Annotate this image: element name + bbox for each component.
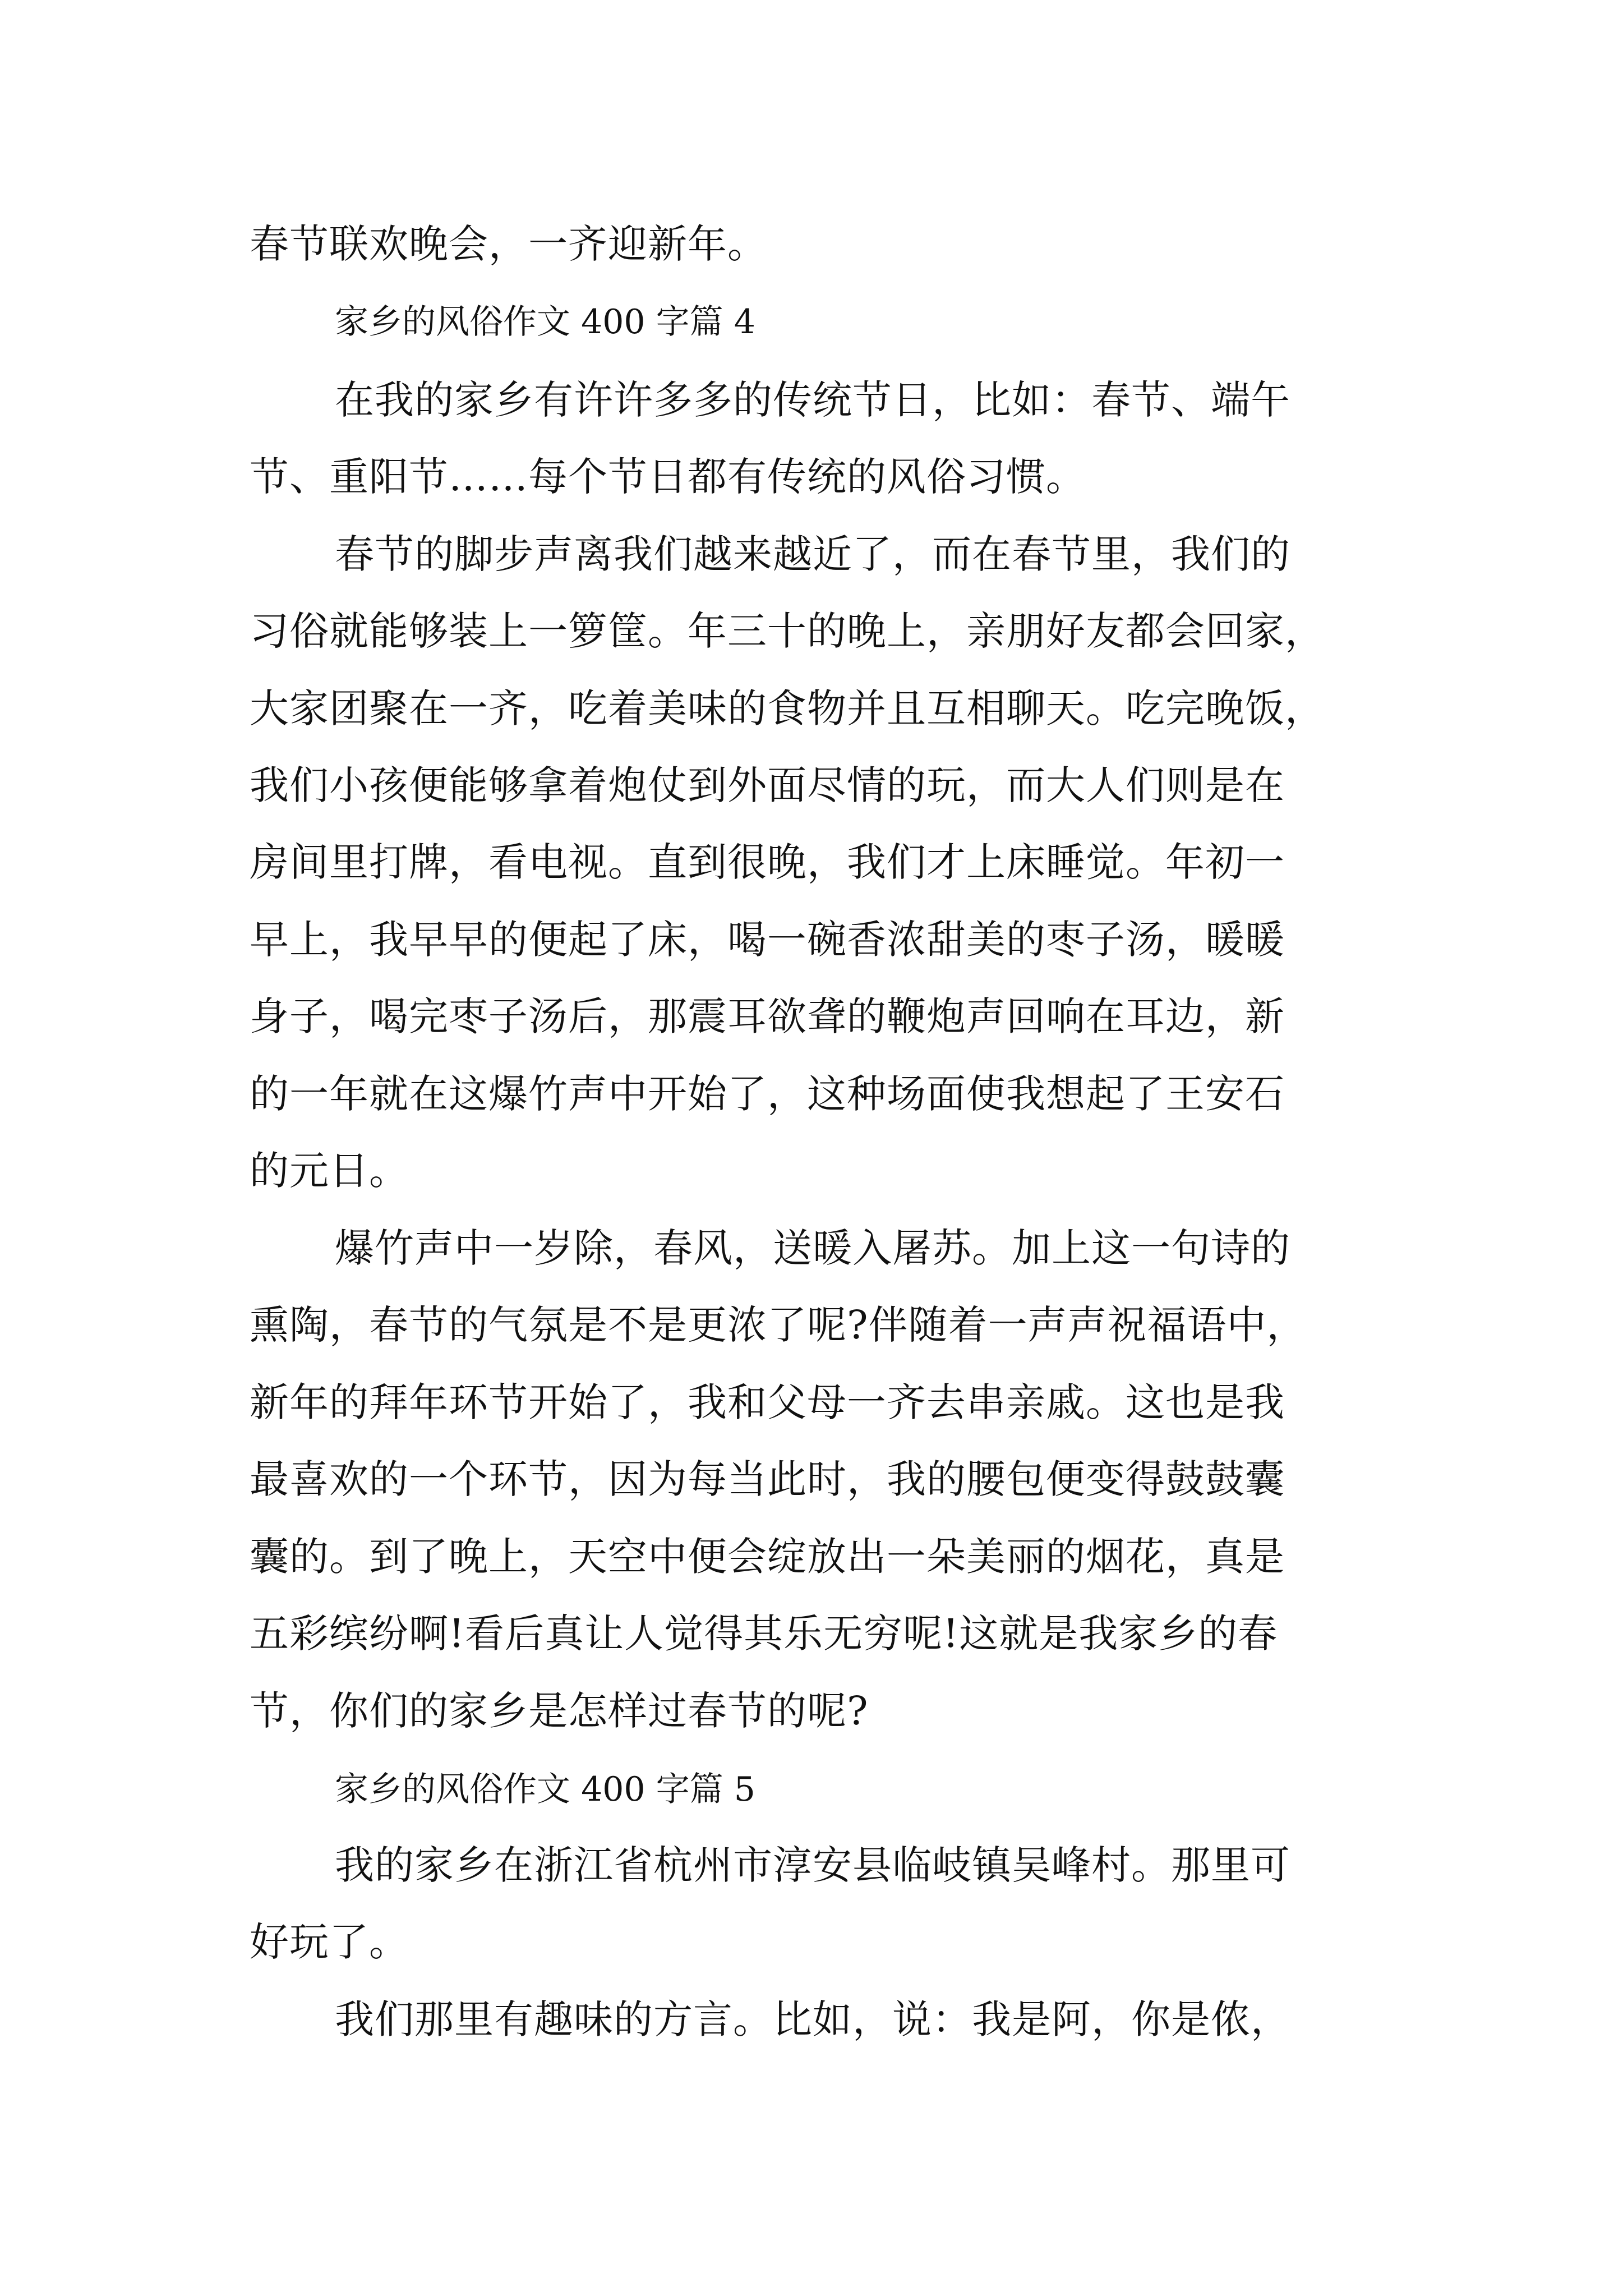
text-line: 大家团聚在一齐，吃着美味的食物并且互相聊天。吃完晚饭， (250, 685, 1325, 731)
text-line: 房间里打牌，看电视。直到很晚，我们才上床睡觉。年初一 (250, 839, 1285, 885)
paragraph-line: 我的家乡在浙江省杭州市淳安县临岐镇吴峰村。那里可 (335, 1842, 1290, 1888)
paragraph-line: 在我的家乡有许许多多的传统节日，比如：春节、端午 (335, 377, 1290, 423)
text-line: 五彩缤纷啊!看后真让人觉得其乐无穷呢!这就是我家乡的春 (250, 1611, 1278, 1657)
text-line: 的元日。 (250, 1148, 409, 1194)
text-line: 早上，我早早的便起了床，喝一碗香浓甜美的枣子汤，暖暖 (250, 917, 1285, 963)
paragraph-line: 我们那里有趣味的方言。比如，说：我是阿，你是侬， (335, 1996, 1290, 2042)
text-line: 习俗就能够装上一箩筐。年三十的晚上，亲朋好友都会回家， (250, 608, 1325, 654)
document-body (250, 0, 1388, 2296)
text-line: 好玩了。 (250, 1919, 409, 1965)
paragraph-line: 春节的脚步声离我们越来越近了，而在春节里，我们的 (335, 531, 1290, 577)
text-line: 春节联欢晚会，一齐迎新年。 (250, 221, 767, 267)
text-line: 的一年就在这爆竹声中开始了，这种场面使我想起了王安石 (250, 1071, 1285, 1117)
text-line: 节，你们的家乡是怎样过春节的呢? (250, 1688, 869, 1734)
text-line: 最喜欢的一个环节，因为每当此时，我的腰包便变得鼓鼓囊 (250, 1456, 1285, 1502)
section-heading: 家乡的风俗作文 400 字篇 5 (335, 1770, 755, 1809)
text-line: 我们小孩便能够拿着炮仗到外面尽情的玩，而大人们则是在 (250, 762, 1285, 808)
section-heading: 家乡的风俗作文 400 字篇 4 (335, 302, 755, 342)
text-line: 囊的。到了晚上，天空中便会绽放出一朵美丽的烟花，真是 (250, 1534, 1285, 1580)
text-line: 新年的拜年环节开始了，我和父母一齐去串亲戚。这也是我 (250, 1379, 1285, 1425)
text-line: 身子，喝完枣子汤后，那震耳欲聋的鞭炮声回响在耳边，新 (250, 993, 1285, 1039)
paragraph-line: 爆竹声中一岁除，春风，送暖入屠苏。加上这一句诗的 (335, 1225, 1290, 1271)
text-line: 节、重阳节……每个节日都有传统的风俗习惯。 (250, 454, 1086, 500)
text-line: 熏陶，春节的气氛是不是更浓了呢?伴随着一声声祝福语中， (250, 1302, 1307, 1348)
